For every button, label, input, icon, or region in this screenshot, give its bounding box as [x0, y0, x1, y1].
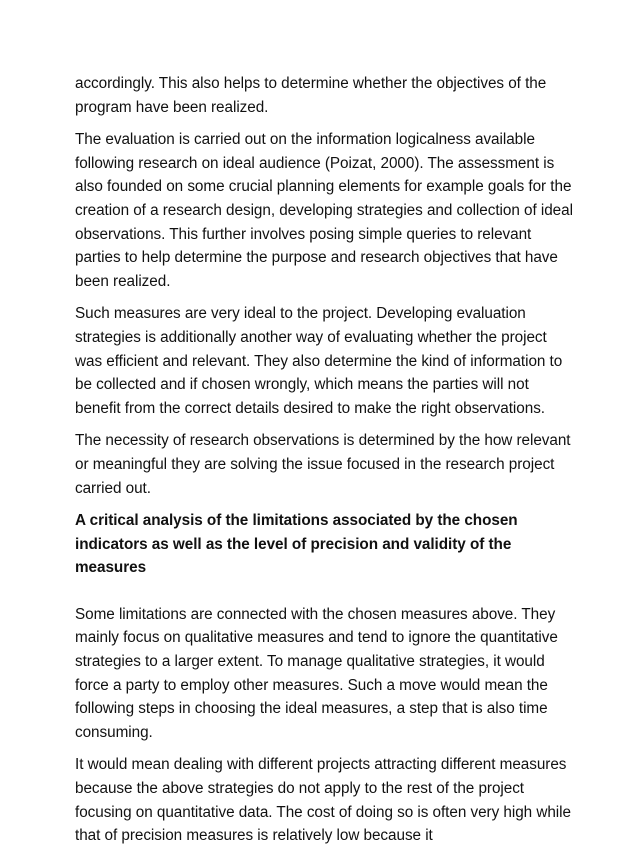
- paragraph-3: Such measures are very ideal to the project. Developing evaluation strategies is additionally another way of evaluating whether the project was efficient and relevant. They also determine the kind of information to be collected and if chosen wrongly, which means the parties will not benefit from the correct details desired to make the right observations.: [75, 305, 563, 417]
- paragraph-2: The evaluation is carried out on the information logicalness available following research on ideal audience (Poizat, 2000). The assessment is also founded on some crucial planning elements for example goals for the creation of a research design, developing strategies and collection of ideal observations. This further involves posing simple queries to relevant parties to help determine the purpose and research objectives that have been realized.: [75, 131, 573, 290]
- paragraph-1: accordingly. This also helps to determine whether the objectives of the program have been realized.: [75, 75, 547, 116]
- section-heading: A critical analysis of the limitations associated by the chosen indicators as well as the level of precision and validity of the measures: [75, 512, 518, 577]
- paragraph-4: The necessity of research observations is determined by the how relevant or meaningful they are solving the issue focused in the research project carried out.: [75, 432, 571, 497]
- paragraph-6: It would mean dealing with different projects attracting different measures because the above strategies do not apply to the rest of the project focusing on quantitative data. The cost of doing so is often very high while that of precision measures is relatively low because it: [75, 756, 571, 845]
- document-page: [75, 72, 575, 857]
- paragraph-5: Some limitations are connected with the chosen measures above. They mainly focus on qualitative measures and tend to ignore the quantitative strategies to a larger extent. To manage qualitative strategies, it would force a party to employ other measures. Such a move would mean the following steps in choosing the ideal measures, a step that is also time consuming.: [75, 605, 558, 741]
